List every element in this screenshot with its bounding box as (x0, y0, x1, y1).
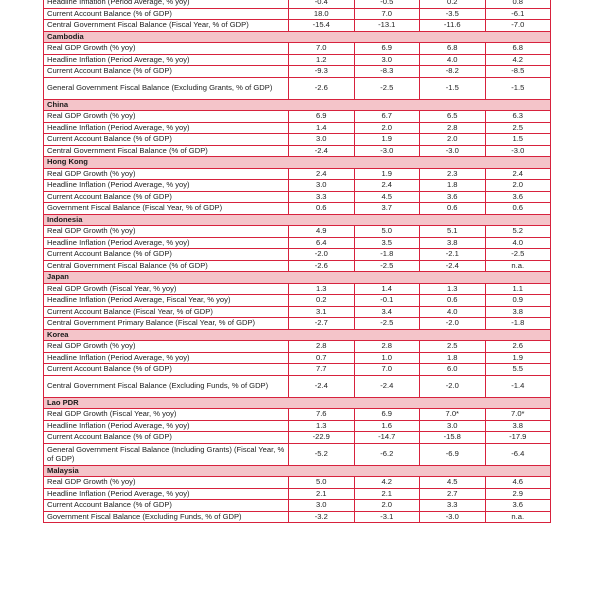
indicator-value: 3.0 (289, 500, 355, 512)
indicator-value: 3.8 (485, 306, 551, 318)
indicator-label: Real GDP Growth (% yoy) (44, 341, 289, 353)
indicator-value: -6.9 (420, 443, 486, 465)
indicator-label: Current Account Balance (% of GDP) (44, 8, 289, 20)
country-name: Malaysia (44, 465, 551, 477)
indicator-value: 2.4 (485, 168, 551, 180)
indicator-value: 3.4 (354, 306, 420, 318)
table-row (44, 420, 551, 432)
indicator-value: 3.6 (485, 500, 551, 512)
country-header-row (44, 31, 551, 43)
indicator-label: Headline Inflation (Period Average, % yoy) (44, 352, 289, 364)
economic-indicators-table (43, 0, 551, 523)
table-row (44, 375, 551, 397)
indicator-value: 1.3 (420, 283, 486, 295)
indicator-label: Current Account Balance (% of GDP) (44, 364, 289, 376)
table-row (44, 203, 551, 215)
indicator-value: 6.8 (420, 43, 486, 55)
indicator-value: 7.0 (354, 8, 420, 20)
indicator-label: Headline Inflation (Period Average, % yoy) (44, 420, 289, 432)
indicator-label: Current Account Balance (% of GDP) (44, 191, 289, 203)
indicator-value: 7.0* (485, 409, 551, 421)
indicator-value: 1.1 (485, 283, 551, 295)
indicator-value: n.a. (485, 511, 551, 523)
indicator-value: 0.2 (289, 295, 355, 307)
indicator-value: 0.2 (420, 0, 486, 8)
indicator-value: 6.7 (354, 111, 420, 123)
indicator-value: 1.3 (289, 420, 355, 432)
indicator-value: 5.0 (289, 477, 355, 489)
indicator-value: -2.5 (354, 77, 420, 99)
table-row (44, 66, 551, 78)
indicator-value: -2.5 (354, 318, 420, 330)
indicator-label: Real GDP Growth (% yoy) (44, 226, 289, 238)
indicator-value: 0.8 (485, 0, 551, 8)
indicator-value: 2.7 (420, 488, 486, 500)
indicator-value: 6.3 (485, 111, 551, 123)
country-name: Hong Kong (44, 157, 551, 169)
indicator-label: Headline Inflation (Period Average, Fiscal Year, % yoy) (44, 295, 289, 307)
indicator-value: 3.7 (354, 203, 420, 215)
indicator-value: 3.6 (485, 191, 551, 203)
table-row (44, 8, 551, 20)
indicator-value: -15.4 (289, 20, 355, 32)
indicator-label: Government Fiscal Balance (Fiscal Year, % of GDP) (44, 203, 289, 215)
indicator-value: -11.6 (420, 20, 486, 32)
indicator-value: -8.3 (354, 66, 420, 78)
indicator-value: -7.0 (485, 20, 551, 32)
indicator-value: 2.9 (485, 488, 551, 500)
indicator-value: -1.8 (354, 249, 420, 261)
indicator-value: 4.2 (485, 54, 551, 66)
indicator-value: 4.0 (420, 54, 486, 66)
indicator-value: 3.8 (420, 237, 486, 249)
country-header-row (44, 214, 551, 226)
indicator-value: -17.9 (485, 432, 551, 444)
table-row (44, 283, 551, 295)
indicator-label: Central Government Fiscal Balance (% of GDP) (44, 145, 289, 157)
indicator-value: 4.6 (485, 477, 551, 489)
indicator-value: -3.2 (289, 511, 355, 523)
indicator-value: -1.4 (485, 375, 551, 397)
indicator-value: -2.0 (289, 249, 355, 261)
indicator-value: 2.0 (354, 500, 420, 512)
indicator-value: -2.0 (420, 318, 486, 330)
table-row (44, 145, 551, 157)
indicator-value: 3.5 (354, 237, 420, 249)
indicator-value: 6.5 (420, 111, 486, 123)
indicator-label: Current Account Balance (% of GDP) (44, 66, 289, 78)
country-header-row (44, 157, 551, 169)
indicator-value: -9.3 (289, 66, 355, 78)
table-row (44, 511, 551, 523)
indicator-label: Central Government Fiscal Balance (% of GDP) (44, 260, 289, 272)
table-row (44, 432, 551, 444)
indicator-label: General Government Fiscal Balance (Excluding Grants, % of GDP) (44, 77, 289, 99)
indicator-value: 4.9 (289, 226, 355, 238)
indicator-value: 1.6 (354, 420, 420, 432)
indicator-value: 1.8 (420, 352, 486, 364)
indicator-label: Real GDP Growth (% yoy) (44, 43, 289, 55)
indicator-value: -1.8 (485, 318, 551, 330)
indicator-value: 3.0 (420, 420, 486, 432)
indicator-value: 6.4 (289, 237, 355, 249)
indicator-value: -2.7 (289, 318, 355, 330)
table-row (44, 295, 551, 307)
indicator-value: 2.8 (354, 341, 420, 353)
table-row (44, 409, 551, 421)
indicator-value: 0.7 (289, 352, 355, 364)
indicator-value: 3.3 (289, 191, 355, 203)
indicator-value: 1.9 (354, 168, 420, 180)
indicator-value: 7.0* (420, 409, 486, 421)
indicator-value: 18.0 (289, 8, 355, 20)
table-row (44, 168, 551, 180)
country-header-row (44, 272, 551, 284)
indicator-value: 6.9 (289, 111, 355, 123)
table-row (44, 237, 551, 249)
table-body (44, 0, 551, 523)
indicator-value: 3.0 (289, 180, 355, 192)
indicator-value: 1.5 (485, 134, 551, 146)
indicator-value: 2.1 (354, 488, 420, 500)
indicator-value: 0.6 (289, 203, 355, 215)
indicator-value: 2.0 (354, 122, 420, 134)
indicator-value: -8.5 (485, 66, 551, 78)
indicator-value: 5.1 (420, 226, 486, 238)
indicator-value: -3.0 (420, 145, 486, 157)
country-name: Lao PDR (44, 397, 551, 409)
indicator-label: Real GDP Growth (% yoy) (44, 111, 289, 123)
indicator-value: -2.4 (354, 375, 420, 397)
indicator-value: -15.8 (420, 432, 486, 444)
table-row (44, 306, 551, 318)
indicator-value: -3.5 (420, 8, 486, 20)
indicator-value: 2.0 (485, 180, 551, 192)
table-row (44, 260, 551, 272)
indicator-value: 0.6 (420, 295, 486, 307)
indicator-value: 2.1 (289, 488, 355, 500)
indicator-value: -6.1 (485, 8, 551, 20)
country-header-row (44, 329, 551, 341)
table-row (44, 43, 551, 55)
indicator-value: 1.9 (354, 134, 420, 146)
indicator-value: 1.0 (354, 352, 420, 364)
indicator-value: 3.1 (289, 306, 355, 318)
indicator-value: -2.4 (420, 260, 486, 272)
table-row (44, 134, 551, 146)
table-row (44, 352, 551, 364)
indicator-value: 7.6 (289, 409, 355, 421)
indicator-value: -2.4 (289, 145, 355, 157)
country-header-row (44, 99, 551, 111)
indicator-value: -3.1 (354, 511, 420, 523)
indicator-label: Central Government Primary Balance (Fiscal Year, % of GDP) (44, 318, 289, 330)
indicator-label: Real GDP Growth (% yoy) (44, 477, 289, 489)
indicator-label: Current Account Balance (% of GDP) (44, 500, 289, 512)
indicator-value: 3.3 (420, 500, 486, 512)
indicator-value: -2.5 (485, 249, 551, 261)
table-row (44, 191, 551, 203)
indicator-label: Headline Inflation (Period Average, % yoy) (44, 237, 289, 249)
indicator-value: 4.0 (420, 306, 486, 318)
indicator-label: Government Fiscal Balance (Excluding Funds, % of GDP) (44, 511, 289, 523)
country-name: Japan (44, 272, 551, 284)
country-name: Cambodia (44, 31, 551, 43)
indicator-value: -6.4 (485, 443, 551, 465)
indicator-value: -2.5 (354, 260, 420, 272)
indicator-value: -2.6 (289, 77, 355, 99)
indicator-value: 2.8 (289, 341, 355, 353)
country-name: Korea (44, 329, 551, 341)
country-header-row (44, 397, 551, 409)
indicator-label: Real GDP Growth (Fiscal Year, % yoy) (44, 283, 289, 295)
indicator-value: 1.4 (289, 122, 355, 134)
indicator-value: 6.9 (354, 409, 420, 421)
indicator-value: 3.0 (289, 134, 355, 146)
indicator-label: Headline Inflation (Period Average, % yoy) (44, 488, 289, 500)
table-row (44, 500, 551, 512)
indicator-value: -1.5 (485, 77, 551, 99)
indicator-value: 2.4 (289, 168, 355, 180)
indicator-value: -6.2 (354, 443, 420, 465)
indicator-value: 4.2 (354, 477, 420, 489)
indicator-value: -3.0 (485, 145, 551, 157)
indicator-value: 0.9 (485, 295, 551, 307)
indicator-value: 5.0 (354, 226, 420, 238)
indicator-value: 3.0 (354, 54, 420, 66)
table-row (44, 122, 551, 134)
indicator-label: Current Account Balance (Fiscal Year, % of GDP) (44, 306, 289, 318)
indicator-value: 7.7 (289, 364, 355, 376)
table-row (44, 0, 551, 8)
country-name: Indonesia (44, 214, 551, 226)
indicator-label: Headline Inflation (Period Average, % yoy) (44, 122, 289, 134)
table-row (44, 249, 551, 261)
indicator-value: 4.0 (485, 237, 551, 249)
country-header-row (44, 465, 551, 477)
indicator-value: -2.1 (420, 249, 486, 261)
indicator-value: 2.0 (420, 134, 486, 146)
indicator-value: -2.0 (420, 375, 486, 397)
indicator-label: Current Account Balance (% of GDP) (44, 249, 289, 261)
table-row (44, 488, 551, 500)
indicator-label: Central Government Fiscal Balance (Excluding Funds, % of GDP) (44, 375, 289, 397)
indicator-value: 0.6 (420, 203, 486, 215)
indicator-value: 3.8 (485, 420, 551, 432)
indicator-label: Current Account Balance (% of GDP) (44, 432, 289, 444)
table-row (44, 443, 551, 465)
indicator-value: -8.2 (420, 66, 486, 78)
indicator-value: -0.4 (289, 0, 355, 8)
indicator-value: -13.1 (354, 20, 420, 32)
indicator-value: 5.2 (485, 226, 551, 238)
table-row (44, 54, 551, 66)
indicator-value: 7.0 (289, 43, 355, 55)
table-row (44, 180, 551, 192)
indicator-value: -22.9 (289, 432, 355, 444)
table-row (44, 318, 551, 330)
indicator-label: Current Account Balance (% of GDP) (44, 134, 289, 146)
indicator-value: 4.5 (420, 477, 486, 489)
indicator-value: 2.3 (420, 168, 486, 180)
indicator-value: 5.5 (485, 364, 551, 376)
indicator-value: 1.4 (354, 283, 420, 295)
indicator-value: 2.4 (354, 180, 420, 192)
indicator-label: Headline Inflation (Period Average, % yoy) (44, 0, 289, 8)
indicator-value: 0.6 (485, 203, 551, 215)
indicator-value: n.a. (485, 260, 551, 272)
country-name: China (44, 99, 551, 111)
indicator-label: Real GDP Growth (% yoy) (44, 168, 289, 180)
table-row (44, 20, 551, 32)
indicator-value: 1.8 (420, 180, 486, 192)
indicator-value: 1.9 (485, 352, 551, 364)
indicator-value: 2.5 (420, 341, 486, 353)
table-row (44, 364, 551, 376)
indicator-value: -0.5 (354, 0, 420, 8)
table-row (44, 77, 551, 99)
indicator-value: -14.7 (354, 432, 420, 444)
indicator-label: Headline Inflation (Period Average, % yoy) (44, 54, 289, 66)
table-row (44, 341, 551, 353)
indicator-value: 7.0 (354, 364, 420, 376)
indicator-value: 1.3 (289, 283, 355, 295)
indicator-label: Central Government Fiscal Balance (Fiscal Year, % of GDP) (44, 20, 289, 32)
indicator-value: 2.5 (485, 122, 551, 134)
indicator-value: 2.8 (420, 122, 486, 134)
indicator-value: -3.0 (420, 511, 486, 523)
indicator-value: 4.5 (354, 191, 420, 203)
indicator-label: General Government Fiscal Balance (Including Grants) (Fiscal Year, % of GDP) (44, 443, 289, 465)
indicator-value: 3.6 (420, 191, 486, 203)
table-row (44, 226, 551, 238)
table-row (44, 111, 551, 123)
indicator-value: 6.8 (485, 43, 551, 55)
table-row (44, 477, 551, 489)
indicator-value: -0.1 (354, 295, 420, 307)
indicator-value: 6.0 (420, 364, 486, 376)
indicator-value: 6.9 (354, 43, 420, 55)
indicator-value: -2.6 (289, 260, 355, 272)
indicator-value: -3.0 (354, 145, 420, 157)
indicator-value: 2.6 (485, 341, 551, 353)
indicator-value: 1.2 (289, 54, 355, 66)
indicator-label: Headline Inflation (Period Average, % yoy) (44, 180, 289, 192)
indicator-value: -1.5 (420, 77, 486, 99)
indicator-value: -5.2 (289, 443, 355, 465)
indicator-label: Real GDP Growth (Fiscal Year, % yoy) (44, 409, 289, 421)
indicator-value: -2.4 (289, 375, 355, 397)
